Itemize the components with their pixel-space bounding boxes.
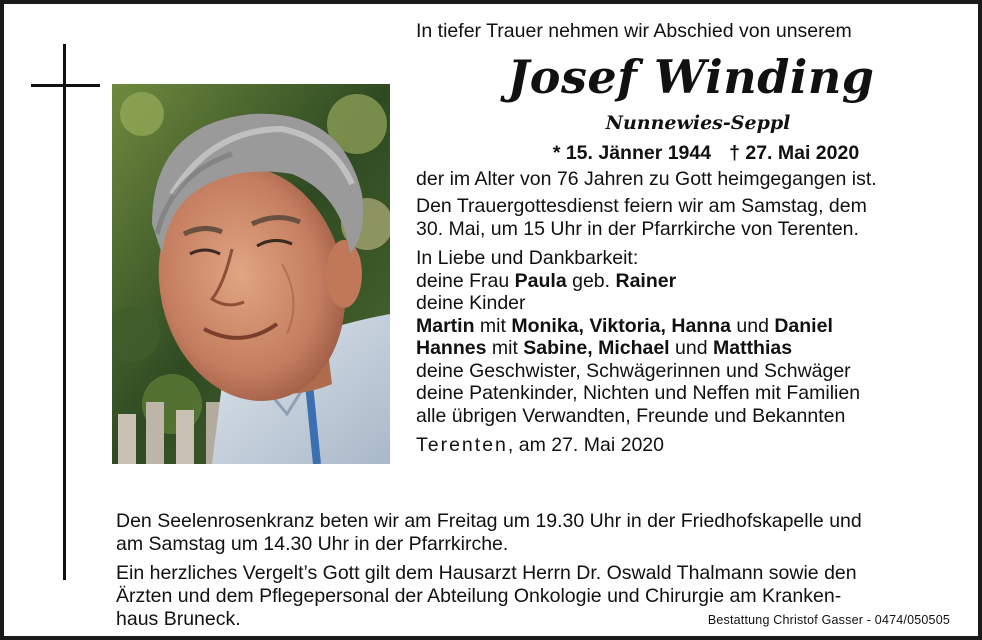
child2-family: Sabine, Michael	[523, 337, 670, 359]
child1-with: mit	[474, 314, 512, 337]
family-wife	[416, 270, 966, 293]
cross-horizontal-bar	[31, 84, 100, 87]
family-heading: In Liebe und Dankbarkeit:	[416, 247, 639, 269]
deceased-name: Josef Winding	[507, 50, 875, 104]
place-and-date	[416, 433, 966, 457]
portrait-photo	[112, 84, 390, 464]
place-date: , am 27. Mai 2020	[507, 434, 664, 456]
age-line: der im Alter von 76 Jahren zu Gott heimgegangen ist.	[416, 168, 877, 190]
service-line-1: Den Trauergottesdienst feiern wir am Samstag, dem	[416, 195, 867, 217]
portrait-illustration	[112, 84, 390, 464]
birth-date: * 15. Jänner 1944	[552, 142, 712, 164]
place-name: Terenten	[416, 434, 508, 456]
child2-and: und	[669, 337, 713, 359]
service-announcement	[416, 195, 966, 241]
rosary-line-2: am Samstag um 14.30 Uhr in der Pfarrkirche.	[116, 533, 509, 555]
child1-and: und	[730, 314, 775, 337]
child1-last: Daniel	[774, 314, 833, 337]
life-dates	[446, 138, 966, 168]
service-line-2: 30. Mai, um 15 Uhr in der Pfarrkirche von Terenten.	[416, 218, 859, 240]
family-siblings: deine Geschwister, Schwägerinnen und Schwäger	[416, 359, 851, 382]
thanks-line-3: haus Bruneck.	[116, 608, 241, 630]
wife-maiden-name: Rainer	[615, 269, 677, 292]
child2-with: mit	[486, 337, 524, 359]
thanks-line-2: Ärzten und dem Pflegepersonal der Abteilung Onkologie und Chirurgie am Kranken-	[116, 585, 842, 607]
wife-name: Paula	[514, 269, 567, 292]
death-date: † 27. Mai 2020	[729, 142, 860, 164]
family-others: alle übrigen Verwandten, Freunde und Bekannten	[416, 404, 846, 427]
wife-prefix: deine Frau	[416, 269, 515, 292]
rosary-paragraph	[116, 510, 966, 556]
undertaker-credit: Bestattung Christof Gasser - 0474/050505	[707, 613, 950, 627]
thanks-line-1: Ein herzliches Vergelt’s Gott gilt dem Hausarzt Herrn Dr. Oswald Thalmann sowie den	[116, 562, 857, 584]
family-list	[416, 247, 966, 427]
child2-last: Matthias	[712, 337, 793, 359]
family-children-label: deine Kinder	[416, 292, 526, 314]
wife-geb: geb.	[566, 269, 616, 292]
child2-name: Hannes	[416, 337, 487, 359]
cross-vertical-bar	[63, 44, 66, 580]
rosary-line-1: Den Seelenrosenkranz beten wir am Freitag um 19.30 Uhr in der Friedhofskapelle und	[116, 510, 862, 532]
family-child-1	[416, 315, 966, 338]
deceased-nickname: Nunnewies-Seppl	[605, 112, 791, 134]
intro-line: In tiefer Trauer nehmen wir Abschied von unserem	[416, 20, 852, 42]
child1-name: Martin	[416, 314, 475, 337]
child1-family: Monika, Viktoria, Hanna	[511, 314, 731, 337]
main-text-column	[416, 16, 966, 457]
family-godchildren: deine Patenkinder, Nichten und Neffen mit Familien	[416, 382, 861, 404]
family-child-2	[416, 337, 966, 360]
